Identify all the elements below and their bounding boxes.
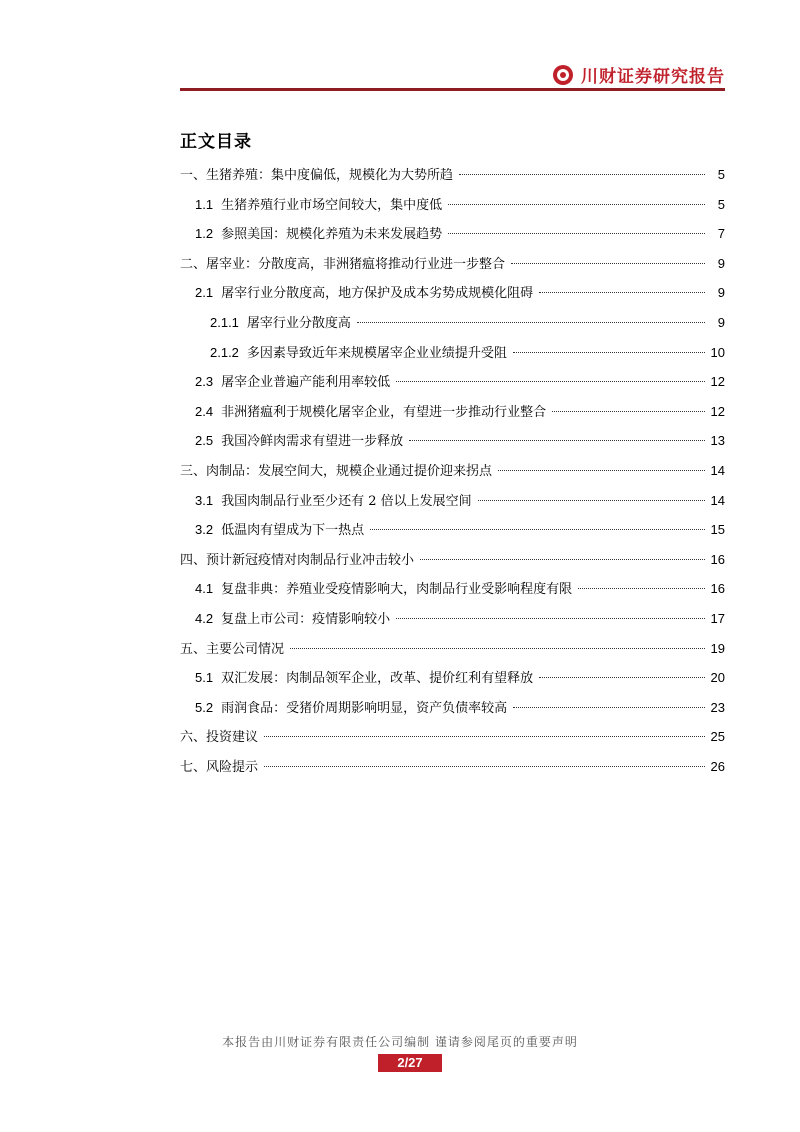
toc-entry[interactable] (180, 545, 725, 575)
toc-leader-dots (396, 618, 704, 619)
toc-entry[interactable] (180, 574, 725, 604)
toc-entry-number: 3.2 (195, 522, 214, 538)
toc-entry-number: 2.1 (195, 285, 214, 301)
toc-entry-page: 5 (717, 196, 725, 212)
brand-title: 川财证券研究报告 (581, 67, 725, 87)
toc-entry-text: 我国冷鲜肉需求有望进一步释放 (221, 434, 404, 450)
toc-entry-number: 2.5 (195, 433, 214, 449)
toc-entry-text: 低温肉有望成为下一热点 (221, 523, 365, 539)
toc-entry-text: 多因素导致近年来规模屠宰企业业绩提升受阻 (246, 345, 507, 361)
company-logo-icon (553, 65, 573, 85)
toc-leader-dots (448, 233, 705, 234)
toc-entry-number: 5.1 (195, 670, 214, 686)
toc-entry-number: 1.1 (195, 196, 214, 212)
toc-entry-text: 雨润食品：受猪价周期影响明显，资产负债率较高 (221, 700, 508, 716)
toc-leader-dots (552, 411, 704, 412)
toc-entry[interactable] (180, 338, 725, 368)
toc-leader-dots (459, 174, 705, 175)
toc-entry-text: 参照美国：规模化养殖为未来发展趋势 (221, 227, 443, 243)
toc-entry-number: 3.1 (195, 492, 214, 508)
toc-entry[interactable] (180, 190, 725, 220)
toc-entry-page: 25 (710, 729, 725, 745)
toc-leader-dots (370, 529, 704, 530)
toc-entry[interactable] (180, 486, 725, 516)
toc-leader-dots (539, 677, 704, 678)
toc-entry-text: 三、肉制品：发展空间大，规模企业通过提价迎来拐点 (180, 463, 493, 479)
toc-entry-number: 5.2 (195, 699, 214, 715)
toc-entry[interactable] (180, 249, 725, 279)
toc-entry-number: 4.1 (195, 581, 214, 597)
footer-disclaimer: 本报告由川财证券有限责任公司编制 谨请参阅尾页的重要声明 (222, 1035, 578, 1049)
toc-entry-text: 屠宰企业普遍产能利用率较低 (221, 375, 391, 391)
toc-leader-dots (578, 588, 704, 589)
toc-entry-page: 10 (710, 344, 725, 360)
toc-entry-text: 屠宰行业分散度高 (246, 315, 351, 331)
toc-entry-page: 16 (710, 551, 725, 567)
toc-entry[interactable] (180, 219, 725, 249)
toc-entry-text: 复盘非典：养殖业受疫情影响大，肉制品行业受影响程度有限 (221, 582, 573, 598)
toc-entry-page: 13 (710, 433, 725, 449)
toc-entry-number: 1.2 (195, 226, 214, 242)
toc-leader-dots (448, 204, 705, 205)
page-indicator: 2/27 (378, 1054, 442, 1072)
toc-entry-page: 9 (717, 285, 725, 301)
toc-entry-page: 14 (710, 492, 725, 508)
toc-entry-text: 四、预计新冠疫情对肉制品行业冲击较小 (180, 552, 415, 568)
toc-entry-text: 屠宰行业分散度高，地方保护及成本劣势成规模化阻碍 (221, 286, 534, 302)
toc-entry-text: 非洲猪瘟利于规模化屠宰企业，有望进一步推动行业整合 (221, 404, 547, 420)
toc-entry[interactable] (180, 367, 725, 397)
toc-leader-dots (409, 440, 704, 441)
toc-entry-text: 一、生猪养殖：集中度偏低，规模化为大势所趋 (180, 168, 454, 183)
toc-entry[interactable] (180, 308, 725, 338)
toc-entry-page: 12 (710, 403, 725, 419)
toc-leader-dots (264, 736, 705, 737)
toc-leader-dots (539, 292, 705, 293)
toc-entry-text: 七、风险提示 (180, 759, 259, 775)
toc-entry-page: 19 (710, 640, 725, 656)
toc-entry-page: 20 (710, 670, 725, 686)
toc-leader-dots (290, 648, 705, 649)
toc-entry-page: 26 (710, 758, 725, 774)
toc-leader-dots (357, 322, 705, 323)
toc-entry-page: 23 (710, 699, 725, 715)
toc-entry[interactable] (180, 663, 725, 693)
toc-entry-text: 六、投资建议 (180, 730, 259, 746)
toc-entry[interactable] (180, 426, 725, 456)
toc-entry-page: 15 (710, 522, 725, 538)
toc-entry-text: 我国肉制品行业至少还有 2 倍以上发展空间 (221, 493, 472, 509)
toc-entry-page: 5 (717, 167, 725, 182)
toc-entry-page: 9 (717, 314, 725, 330)
toc-leader-dots (420, 559, 705, 560)
toc-title: 正文目录 (180, 132, 252, 152)
toc-entry-page: 9 (717, 255, 725, 271)
toc-entry-page: 17 (710, 610, 725, 626)
toc-entry-number: 4.2 (195, 610, 214, 626)
toc-leader-dots (264, 766, 705, 767)
report-header (553, 62, 725, 87)
toc-entry-number: 2.4 (195, 403, 214, 419)
toc-leader-dots (511, 263, 705, 264)
toc-entry-page: 14 (710, 462, 725, 478)
toc-entry-number: 2.1.1 (210, 314, 239, 330)
toc-leader-dots (396, 381, 704, 382)
toc-entry-text: 五、主要公司情况 (180, 641, 285, 657)
toc-entry[interactable] (180, 278, 725, 308)
toc-entry[interactable] (180, 752, 725, 782)
header-divider (180, 88, 725, 91)
toc-entry[interactable] (180, 604, 725, 634)
toc-leader-dots (513, 352, 705, 353)
toc-entry[interactable] (180, 515, 725, 545)
toc-entry[interactable] (180, 693, 725, 723)
toc-entry-number: 2.1.2 (210, 344, 239, 360)
toc-entry[interactable] (180, 456, 725, 486)
toc-leader-dots (513, 707, 704, 708)
toc-entry-text: 复盘上市公司：疫情影响较小 (221, 611, 391, 627)
toc-entry-number: 2.3 (195, 374, 214, 390)
toc-entry-text: 生猪养殖行业市场空间较大，集中度低 (221, 197, 443, 213)
toc-entry-page: 7 (717, 226, 725, 242)
toc-entry-text: 二、屠宰业：分散度高，非洲猪瘟将推动行业进一步整合 (180, 256, 506, 272)
toc-entry[interactable] (180, 722, 725, 752)
toc-leader-dots (498, 470, 705, 471)
toc-entry[interactable] (180, 160, 725, 190)
toc-entry[interactable] (180, 634, 725, 664)
toc-leader-dots (478, 500, 705, 501)
toc-entry-text: 双汇发展：肉制品领军企业，改革、提价红利有望释放 (221, 671, 534, 687)
toc-entry-page: 16 (710, 581, 725, 597)
toc-entry-page: 12 (710, 374, 725, 390)
toc-entry[interactable] (180, 397, 725, 427)
toc-list (180, 160, 725, 781)
